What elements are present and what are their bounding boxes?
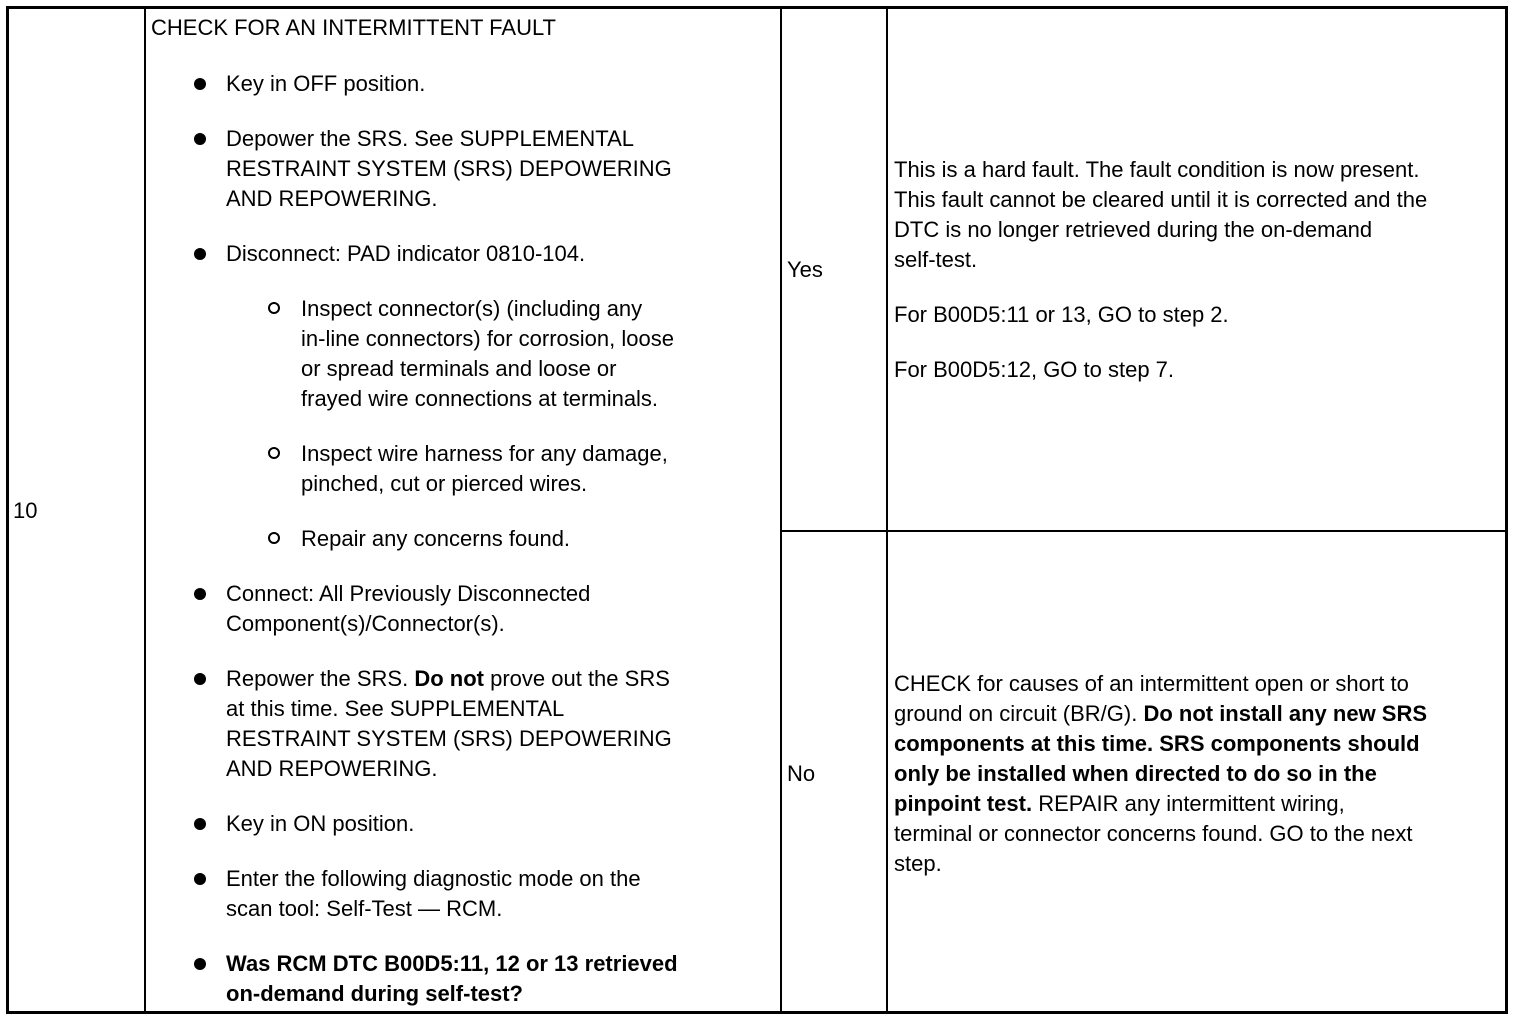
no-action: CHECK for causes of an intermittent open or short to ground on circuit (BR/G). Do not install any new SRS components at this time. SRS components should only be installed when directed to do so in the pinpoint test. REPAIR any intermittent wiring, terminal or connector concerns found. GO to the next step.	[894, 671, 1428, 876]
no-label: No	[787, 761, 816, 786]
col-divider-1	[144, 6, 146, 1014]
bullet-icon	[194, 873, 206, 885]
list-item: Key in OFF position.	[226, 71, 426, 96]
list-item: Connect: All Previously Disconnected Component(s)/Connector(s).	[226, 581, 591, 636]
list-item: Key in ON position.	[226, 811, 415, 836]
col-divider-3	[886, 6, 888, 1014]
list-item: Enter the following diagnostic mode on the scan tool: Self-Test — RCM.	[226, 866, 641, 921]
list-item: Disconnect: PAD indicator 0810-104.	[226, 241, 586, 266]
sub-list-item: Inspect connector(s) (including any in-line connectors) for corrosion, loose or spread terminals and loose or frayed wire connections at terminals.	[301, 296, 674, 411]
sub-list-item: Repair any concerns found.	[301, 526, 571, 551]
bullet-icon	[194, 818, 206, 830]
sub-bullet-icon	[268, 447, 280, 459]
sub-bullet-icon	[268, 532, 280, 544]
yes-goto-2: For B00D5:12, GO to step 7.	[894, 357, 1175, 382]
bullet-icon	[194, 958, 206, 970]
row-divider	[780, 530, 1508, 532]
sub-bullet-icon	[268, 302, 280, 314]
question-item: Was RCM DTC B00D5:11, 12 or 13 retrieved on-demand during self-test?	[226, 951, 678, 1006]
yes-action: This is a hard fault. The fault condition is now present. This fault cannot be cleared until it is corrected and the DTC is no longer retrieved during the on-demand self-test.	[894, 157, 1428, 272]
step-number: 10	[13, 498, 38, 523]
list-item: Repower the SRS. Do not prove out the SRS at this time. See SUPPLEMENTAL RESTRAINT SYSTEM (SRS) DEPOWERING AND REPOWERING.	[226, 666, 672, 781]
yes-label: Yes	[787, 257, 823, 282]
bullet-icon	[194, 673, 206, 685]
bullet-icon	[194, 588, 206, 600]
yes-goto-1: For B00D5:11 or 13, GO to step 2.	[894, 302, 1229, 327]
bullet-icon	[194, 248, 206, 260]
list-item: Depower the SRS. See SUPPLEMENTAL RESTRAINT SYSTEM (SRS) DEPOWERING AND REPOWERING.	[226, 126, 672, 211]
bullet-icon	[194, 133, 206, 145]
col-divider-2	[780, 6, 782, 1014]
sub-list-item: Inspect wire harness for any damage, pinched, cut or pierced wires.	[301, 441, 668, 496]
step-title: CHECK FOR AN INTERMITTENT FAULT	[151, 15, 556, 40]
bullet-icon	[194, 78, 206, 90]
